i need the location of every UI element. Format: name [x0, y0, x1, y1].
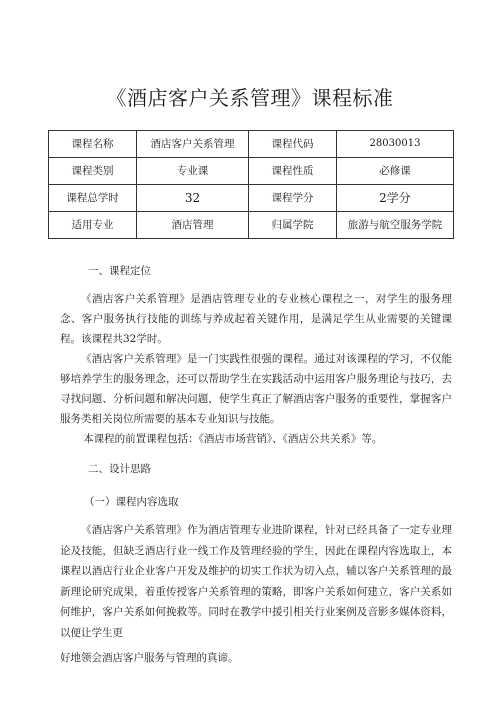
table-row: [49, 158, 454, 185]
section-heading: 一、课程定位: [88, 265, 151, 277]
table-cell: 酒店客户关系管理: [137, 131, 249, 158]
paragraph: 《酒店客户关系管理》作为酒店管理专业进阶课程，针对已经具备了一定专业理论及技能，但缺乏酒店行业一线工作及管理经验的学生，因此在课程内容选取上，本课程以酒店行业企业客户开发及维护的切实工作状为切入点，辅以客户关系管理的最新理论研究成果，着重传授客户关系管理的策略，即客户关系如何建立，客户关系如何维护，客户关系如何挽救等。同时在教学中援引相关行业案例及音影多媒体资料，以便让学生更: [60, 524, 452, 639]
table-cell: 课程性质: [249, 158, 337, 185]
table-cell: 课程总学时: [49, 185, 137, 212]
table-cell: 2学分: [337, 185, 454, 212]
table-cell: 适用专业: [49, 212, 137, 239]
paragraph: 《酒店客户关系管理》是酒店管理专业的专业核心课程之一，对学生的服务理念、客户服务执行技能的训练与养成起着关键作用，是满足学生从业需要的关键课程。该课程共32学时。: [60, 293, 452, 345]
paragraph: 好地领会酒店客户服务与管理的真谛。: [60, 652, 239, 664]
course-info-table: [48, 130, 454, 239]
table-cell: 专业课: [137, 158, 249, 185]
subsection-heading: （一）课程内容选取: [84, 496, 179, 508]
table-row: [49, 131, 454, 158]
table-row: [49, 212, 454, 239]
paragraph: 本课程的前置课程包括：《酒店市场营销》、《酒店公共关系》等。: [83, 433, 383, 445]
section-heading: 二、设计思路: [88, 463, 151, 475]
table-cell: 必修课: [337, 158, 454, 185]
table-cell: 课程名称: [49, 131, 137, 158]
table-cell: 课程代码: [249, 131, 337, 158]
table-cell: 32: [137, 185, 249, 212]
table-row: [49, 185, 454, 212]
table-cell: 课程类别: [49, 158, 137, 185]
document-title: 《酒店客户关系管理》课程标准: [106, 86, 394, 110]
table-cell: 酒店管理: [137, 212, 249, 239]
paragraph: 《酒店客户关系管理》是一门实践性很强的课程。通过对该课程的学习，不仅能够培养学生的服务理念，还可以帮助学生在实践活动中运用客户服务理论与技巧，去寻找问题、分析问题和解决问题，使学生真正了解酒店客户服务的重要性，掌握客户服务类相关岗位所需要的基本专业知识与技能。: [60, 353, 452, 425]
table-cell: 28030013: [337, 131, 454, 158]
table-cell: 课程学分: [249, 185, 337, 212]
table-cell: 旅游与航空服务学院: [337, 212, 454, 239]
table-cell: 归属学院: [249, 212, 337, 239]
